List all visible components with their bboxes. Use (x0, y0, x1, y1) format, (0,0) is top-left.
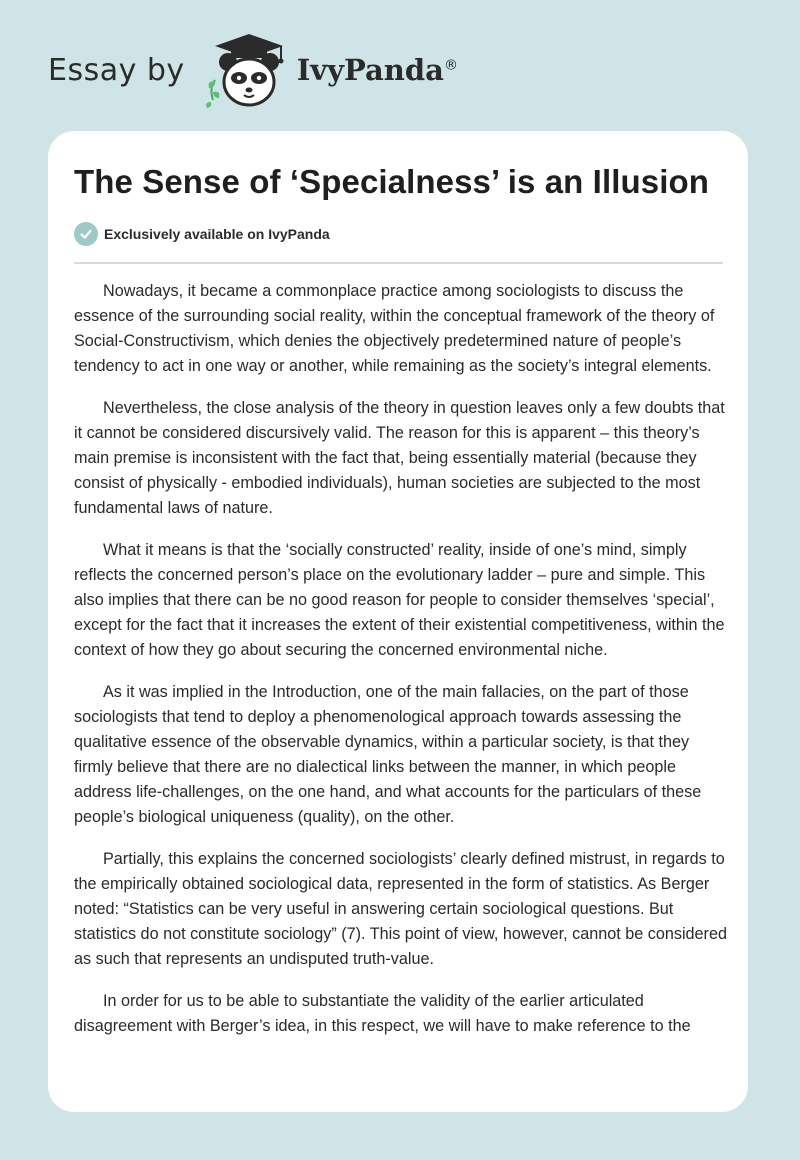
paragraph: Nevertheless, the close analysis of the theory in question leaves only a few doubts that it cannot be considered discursively valid. The reason for this is apparent – this theory’s main premise is inconsistent with the fact that, being essentially material (because they consist of physically - embodied individuals), human societies are subjected to the most fundamental laws of nature. (74, 399, 725, 517)
paragraph: What it means is that the ‘socially constructed’ reality, inside of one’s mind, simply reflects the concerned person’s place on the evolutionary ladder – pure and simple. This also implies that there can be no good reason for people to consider themselves ‘special’, except for the fact that it increases the extent of their existential competitiveness, within the context of how they go about securing the concerned environmental niche. (74, 541, 725, 659)
site-header (48, 30, 548, 110)
brand-name[interactable]: IvyPanda® (296, 53, 458, 87)
article-card (48, 131, 748, 1112)
page-title: The Sense of ‘Specialness’ is an Illusion (74, 163, 709, 200)
paragraph: Partially, this explains the concerned sociologists’ clearly defined mistrust, in regards to the empirically obtained sociological data, represented in the form of statistics. As Berger noted: “Statistics can be very useful in answering certain sociological questions. But statistics do not constitute sociology” (7). This point of view, however, cannot be considered as such that represents an undisputed truth-value. (74, 850, 727, 968)
paragraph: As it was implied in the Introduction, one of the main fallacies, on the part of those sociologists that tend to deploy a phenomenological approach towards assessing the qualitative essence of the observable dynamics, within a particular society, is that they firmly believe that there are no dialectical links between the manner, in which people address life-challenges, on the one hand, and what accounts for the particulars of these people’s biological uniqueness (quality), on the other. (74, 683, 702, 826)
badge-label: Exclusively available on IvyPanda (104, 226, 330, 242)
divider (74, 262, 723, 264)
article-body (74, 279, 730, 1056)
essay-by-label: Essay by (48, 52, 185, 88)
panda-graduate-icon[interactable] (201, 30, 291, 110)
check-icon (74, 222, 98, 246)
paragraph: Nowadays, it became a commonplace practice among sociologists to discuss the essence of the surrounding social reality, within the conceptual framework of the theory of Social-Constructivism, which denies the objectively predetermined nature of people’s tendency to act in one way or another, while remaining as the society’s integral elements. (74, 282, 715, 375)
exclusive-badge (74, 221, 330, 247)
paragraph: In order for us to be able to substantiate the validity of the earlier articulated disagreement with Berger’s idea, in this respect, we will have to make reference to the (74, 992, 691, 1035)
